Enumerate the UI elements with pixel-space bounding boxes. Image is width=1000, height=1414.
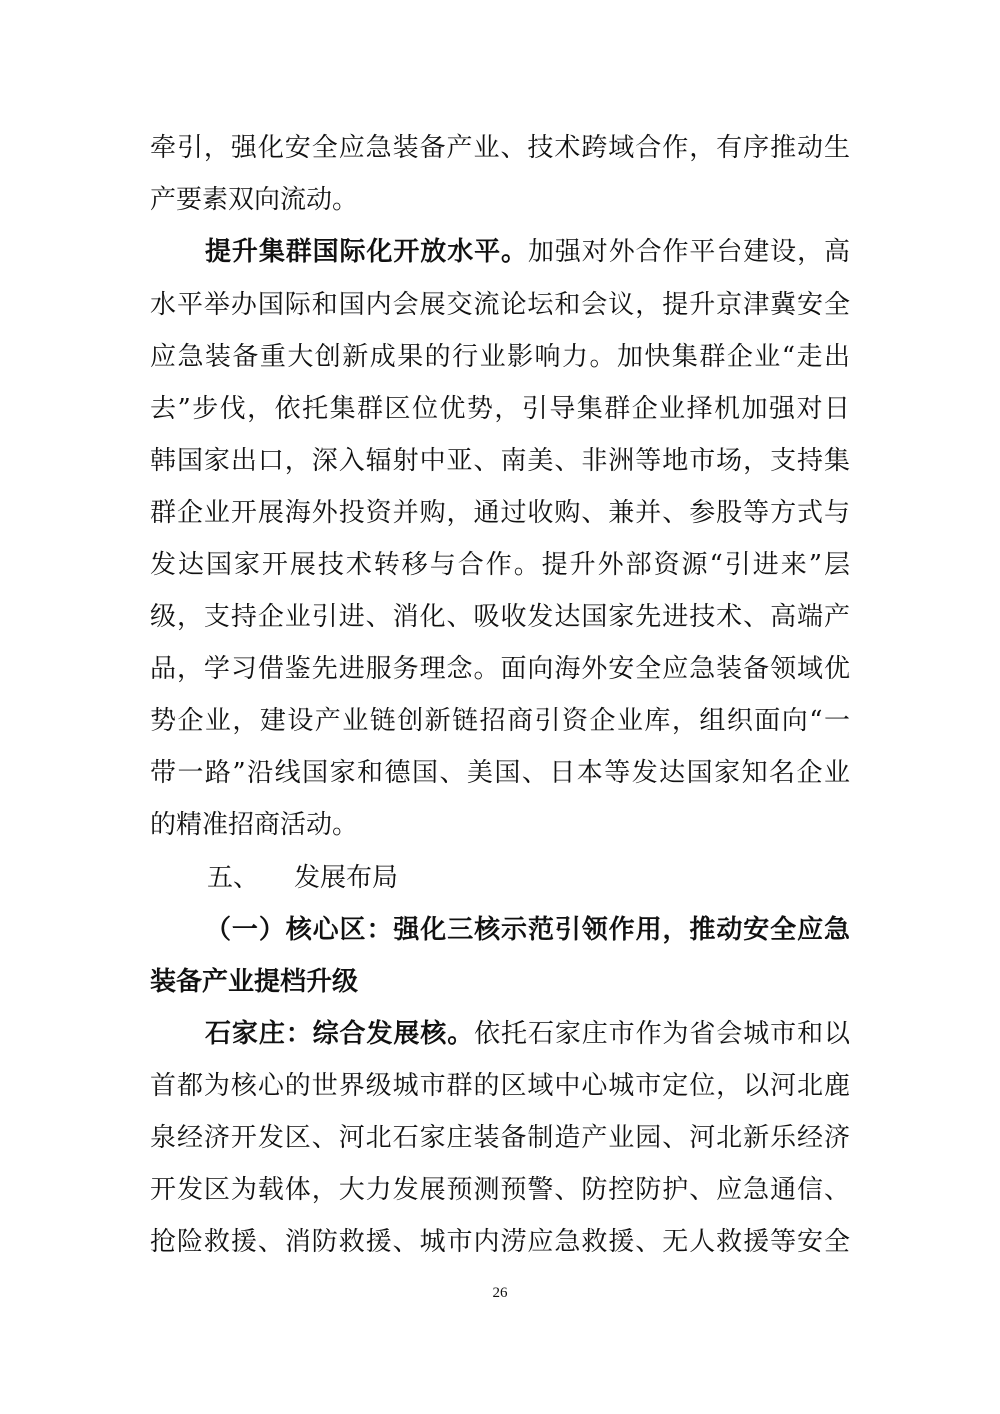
paragraph-line: 韩国家出口，深入辐射中亚、南美、非洲等地市场，支持集 [150,446,850,476]
bold-lead-heading: 提升集群国际化开放水平。 [205,237,528,267]
paragraph-line: 势企业，建设产业链创新链招商引资企业库，组织面向“一 [150,706,850,736]
paragraph-line: 开发区为载体，大力发展预测预警、防控防护、应急通信、 [150,1175,850,1205]
paragraph-line: 牵引，强化安全应急装备产业、技术跨域合作，有序推动生 [150,133,850,163]
subsection-heading: 装备产业提档升级 [150,967,359,997]
paragraph-line: 发达国家开展技术转移与合作。提升外部资源“引进来”层 [150,550,850,580]
paragraph-text: 依托石家庄市作为省会城市和以 [474,1019,850,1049]
paragraph-line [205,236,850,268]
bold-lead-heading: 石家庄：综合发展核。 [205,1019,475,1049]
paragraph-line [205,1018,850,1050]
paragraph-line: 水平举办国际和国内会展交流论坛和会议，提升京津冀安全 [150,290,850,320]
paragraph-line: 群企业开展海外投资并购，通过收购、兼并、参股等方式与 [150,498,850,528]
section-number: 五、 [207,863,260,893]
paragraph-line: 抢险救援、消防救援、城市内涝应急救援、无人救援等安全 [150,1227,850,1257]
page-number: 26 [492,1285,508,1301]
paragraph-line: 级，支持企业引进、消化、吸收发达国家先进技术、高端产 [150,602,850,632]
paragraph-line: 应急装备重大创新成果的行业影响力。加快集群企业“走出 [150,342,850,372]
paragraph-line: 泉经济开发区、河北石家庄装备制造产业园、河北新乐经济 [150,1123,850,1153]
paragraph-line: 去”步伐，依托集群区位优势，引导集群企业择机加强对日 [150,394,850,424]
paragraph-line: 带一路”沿线国家和德国、美国、日本等发达国家知名企业 [150,758,850,788]
subsection-heading: （一）核心区：强化三核示范引领作用，推动安全应急 [205,915,850,945]
paragraph-line: 产要素双向流动。 [150,185,359,215]
paragraph-line: 品，学习借鉴先进服务理念。面向海外安全应急装备领域优 [150,654,850,684]
paragraph-line: 的精准招商活动。 [150,810,359,840]
section-title: 发展布局 [294,863,399,893]
paragraph-text: 加强对外合作平台建设，高 [527,237,850,267]
paragraph-line: 首都为核心的世界级城市群的区域中心城市定位，以河北鹿 [150,1071,850,1101]
